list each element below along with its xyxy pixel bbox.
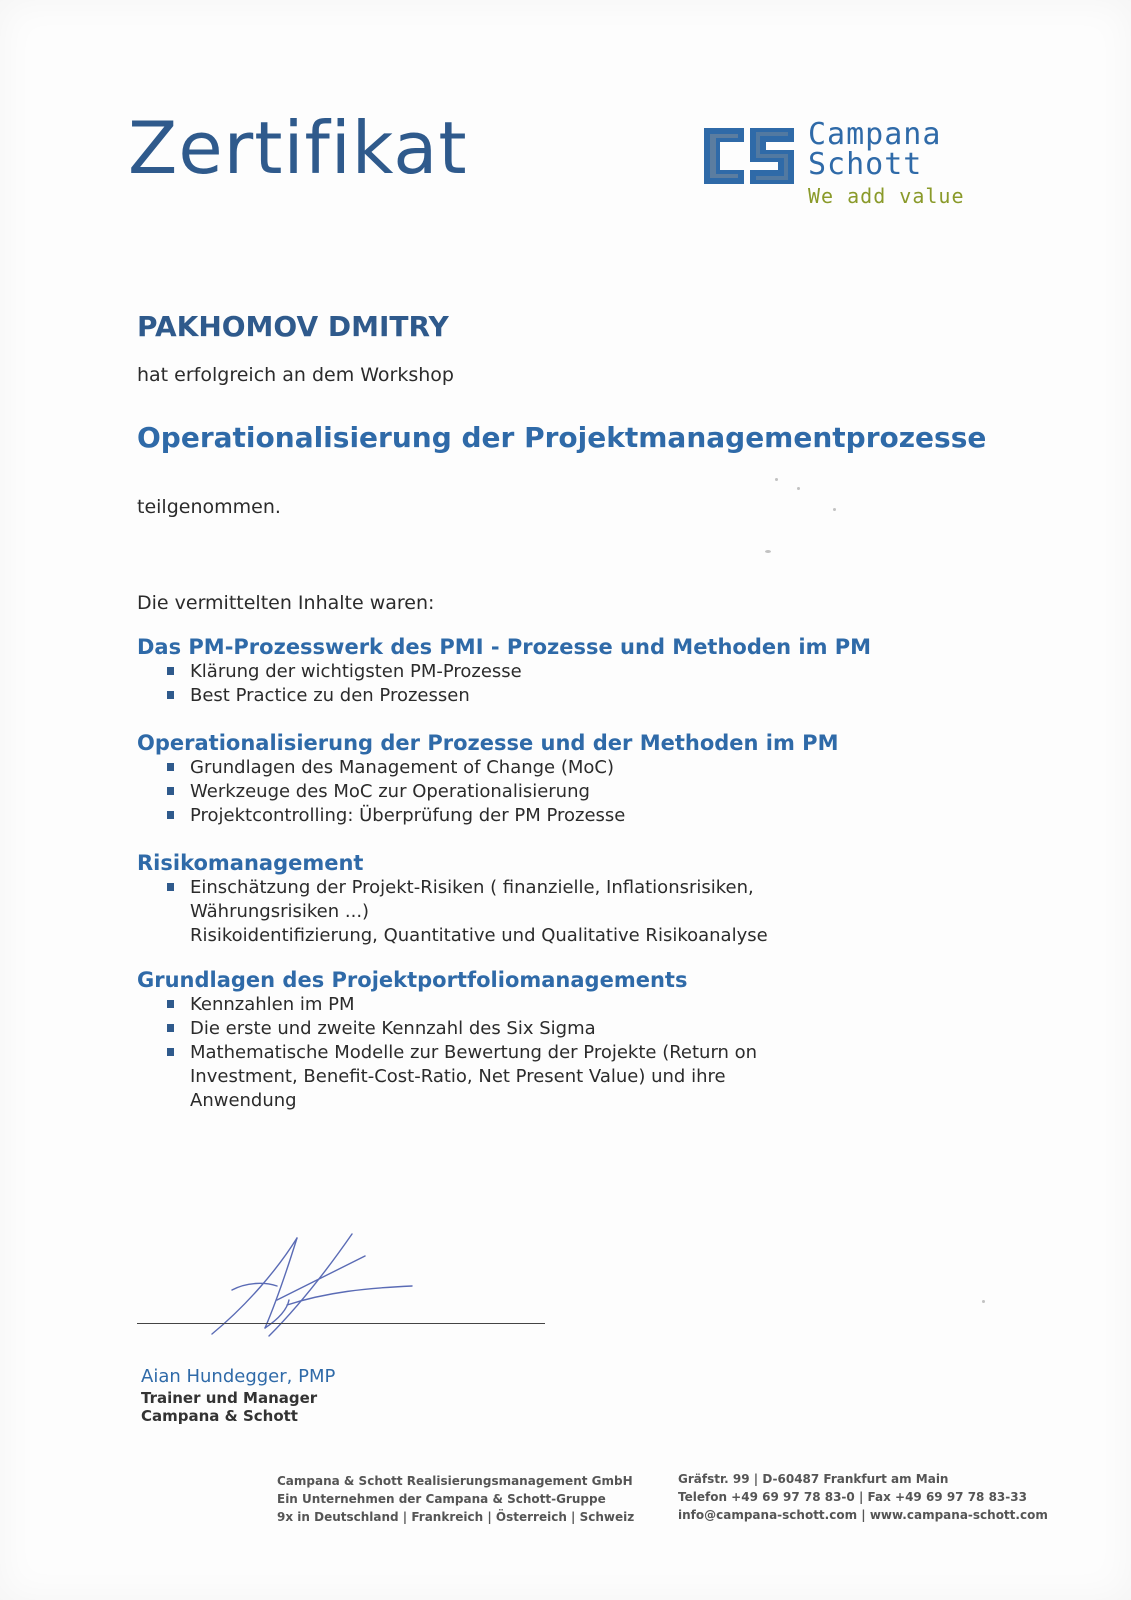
bullet-square-icon: [167, 811, 174, 819]
footer-line: Gräfstr. 99 | D-60487 Frankfurt am Main: [678, 1472, 949, 1486]
contents-intro: Die vermittelten Inhalte waren:: [137, 592, 435, 614]
list-item: [167, 876, 837, 948]
footer-line: info@campana-schott.com | www.campana-schott.com: [678, 1508, 1048, 1522]
list-item-text: Mathematische Modelle zur Bewertung der Projekte (Return on Investment, Benefit-Cost-Ratio, Net Present Value) und ihre Anwendung: [190, 1042, 758, 1111]
section-items: [137, 660, 1037, 708]
list-item-text: Werkzeuge des MoC zur Operationalisierung: [190, 781, 590, 802]
signer-role: Trainer und Manager: [141, 1389, 318, 1407]
section-items: [137, 876, 837, 948]
section-items: [137, 993, 837, 1113]
footer-line: Telefon +49 69 97 78 83-0 | Fax +49 69 97 78 83-33: [678, 1490, 1027, 1504]
footer-line: Campana & Schott Realisierungsmanagement GmbH: [277, 1474, 633, 1488]
bullet-square-icon: [167, 763, 174, 771]
scan-speck: [833, 508, 836, 511]
footer-company-info: [277, 1472, 634, 1526]
section-title: Operationalisierung der Prozesse und der Methoden im PM: [137, 731, 839, 755]
logo-name-line1: Campana: [808, 117, 942, 152]
bullet-square-icon: [167, 1000, 174, 1008]
certificate-title: Zertifikat: [128, 106, 468, 190]
list-item-text: Einschätzung der Projekt-Risiken ( finanzielle, Inflationsrisiken, Währungsrisiken ...): [190, 877, 754, 922]
bullet-square-icon: [167, 691, 174, 699]
list-item-text: Projektcontrolling: Überprüfung der PM Prozesse: [190, 805, 626, 826]
bullet-square-icon: [167, 1024, 174, 1032]
footer-contact-info: [678, 1470, 1048, 1524]
content-section: [137, 968, 837, 1113]
intro-text: hat erfolgreich an dem Workshop: [137, 364, 454, 386]
list-item-continuation: Risikoidentifizierung, Quantitative und Qualitative Risikoanalyse: [190, 925, 768, 946]
bullet-square-icon: [167, 667, 174, 675]
scan-speck: [797, 487, 800, 490]
bullet-square-icon: [167, 1048, 174, 1056]
list-item: [167, 1017, 837, 1041]
list-item-text: Die erste und zweite Kennzahl des Six Sigma: [190, 1018, 596, 1039]
scan-speck: [982, 1300, 985, 1303]
signature-line: [137, 1323, 545, 1324]
content-section: [137, 635, 1037, 708]
campana-schott-logo: [698, 117, 1018, 215]
list-item: [167, 780, 1037, 804]
logo-tagline: We add value: [808, 184, 965, 208]
list-item-text: Klärung der wichtigsten PM-Prozesse: [190, 661, 522, 682]
participated-text: teilgenommen.: [137, 496, 281, 518]
list-item: [167, 660, 1037, 684]
footer-line: Ein Unternehmen der Campana & Schott-Gruppe: [277, 1492, 606, 1506]
workshop-title: Operationalisierung der Projektmanagementprozesse: [137, 421, 987, 454]
scan-speck: [765, 550, 771, 553]
list-item: [167, 1041, 770, 1113]
bullet-square-icon: [167, 787, 174, 795]
content-section: [137, 731, 1037, 828]
section-items: [137, 756, 1037, 828]
list-item: [167, 993, 837, 1017]
list-item-text: Grundlagen des Management of Change (MoC): [190, 757, 615, 778]
section-title: Grundlagen des Projektportfoliomanagements: [137, 968, 688, 992]
list-item: [167, 756, 1037, 780]
list-item: [167, 684, 1037, 708]
scan-speck: [775, 478, 778, 481]
footer-line: 9x in Deutschland | Frankreich | Österreich | Schweiz: [277, 1510, 635, 1524]
bullet-square-icon: [167, 883, 174, 891]
recipient-name: PAKHOMOV DMITRY: [137, 310, 449, 343]
list-item-text: Kennzahlen im PM: [190, 994, 355, 1015]
signer-name: Aian Hundegger, PMP: [141, 1366, 336, 1387]
cs-logo-mark: [698, 124, 798, 188]
list-item-text: Best Practice zu den Prozessen: [190, 685, 470, 706]
list-item: [167, 804, 1037, 828]
logo-name-line2: Schott: [808, 147, 923, 182]
section-title: Das PM-Prozesswerk des PMI - Prozesse und Methoden im PM: [137, 635, 872, 659]
signer-company: Campana & Schott: [141, 1407, 298, 1425]
content-section: [137, 851, 837, 948]
section-title: Risikomanagement: [137, 851, 364, 875]
